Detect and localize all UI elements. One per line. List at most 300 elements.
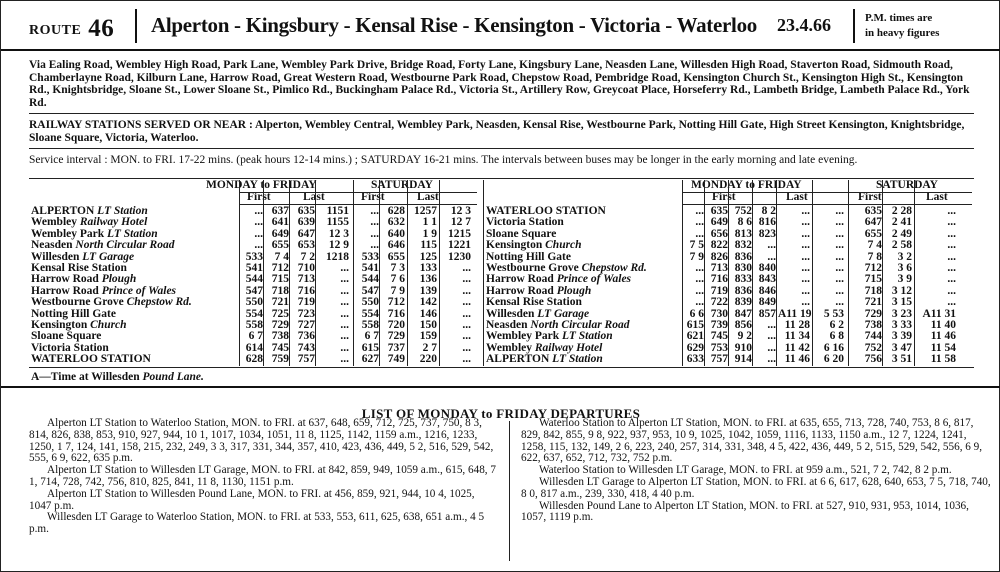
- time-cell: 836: [734, 284, 752, 297]
- stop-name: [31, 354, 239, 365]
- stop-landmark: Chepstow Rd.: [123, 296, 192, 309]
- column-rule: [812, 180, 813, 366]
- time-cell: 722: [710, 296, 728, 309]
- stop-landmark: LT Station: [549, 353, 603, 366]
- time-cell: 614: [245, 341, 263, 354]
- stop-landmark: Railway Hotel: [77, 216, 148, 229]
- stop-main: Willesden: [486, 307, 535, 320]
- time-cell: 759: [271, 353, 289, 366]
- time-cell: 8 2: [761, 205, 776, 217]
- time-cell: 541: [361, 262, 379, 274]
- time-cell: 846: [758, 284, 776, 297]
- stop-landmark: Chepstow Rd.: [578, 262, 647, 274]
- stop-name: [486, 354, 682, 365]
- time-cell: ...: [801, 250, 810, 263]
- stop-landmark: Church: [87, 319, 127, 331]
- time-cell: 3 51: [891, 353, 912, 366]
- time-cell: 547: [361, 284, 379, 297]
- column-rule: [776, 180, 777, 366]
- stop-landmark: LT Station: [94, 205, 148, 217]
- stop-main: Wembley: [486, 341, 532, 354]
- stop-main: Wembley Park: [31, 227, 105, 240]
- time-cell: 833: [734, 273, 752, 286]
- stop-landmark: LT Station: [104, 227, 158, 240]
- time-cell: 1 9: [422, 227, 437, 240]
- time-cell: 142: [419, 296, 437, 309]
- time-cell: ...: [340, 353, 349, 366]
- time-cell: 533: [245, 250, 263, 263]
- time-cell: ...: [254, 227, 263, 240]
- time-cell: ...: [340, 262, 349, 274]
- pm-note-line: P.M. times are: [865, 12, 933, 24]
- time-cell: 7 9: [390, 284, 405, 297]
- time-cell: 914: [734, 353, 752, 366]
- divider: [29, 367, 974, 368]
- column-rule: [353, 180, 354, 366]
- time-cell: ...: [695, 227, 704, 240]
- table-row: [486, 354, 976, 365]
- table-row: [31, 354, 486, 365]
- time-cell: ...: [695, 273, 704, 286]
- time-cell: 813: [734, 227, 752, 240]
- time-cell: ...: [947, 296, 956, 309]
- time-cell: 544: [361, 273, 379, 286]
- time-cell: ...: [254, 239, 263, 252]
- stop-main: Kensington: [31, 319, 88, 331]
- stop-main: Harrow Road: [31, 273, 99, 286]
- time-cell: 725: [271, 307, 289, 320]
- time-cell: 640: [387, 227, 405, 240]
- time-cell: 3 23: [891, 307, 912, 320]
- time-cell: ...: [947, 216, 956, 229]
- stop-main: Victoria Station: [486, 216, 564, 229]
- time-cell: 11 40: [930, 319, 956, 331]
- departure-entry: Alperton LT Station to Willesden Pound Lane, MON. to FRI. at 456, 859, 921, 944, 10 4, 1025, 1047 p.m.: [29, 487, 475, 512]
- time-cell: 840: [758, 262, 776, 274]
- time-cell: 11 42: [784, 341, 810, 354]
- time-cell: 12 7: [450, 216, 471, 229]
- time-cell: 738: [271, 330, 289, 343]
- time-cell: 2 41: [891, 216, 912, 229]
- time-cell: 7 2: [300, 250, 315, 263]
- time-cell: 716: [387, 307, 405, 320]
- stop-landmark: North Circular Road: [72, 239, 175, 252]
- route-badge: [29, 15, 114, 43]
- time-cell: 749: [387, 353, 405, 366]
- head-monday-friday: MONDAY to FRIDAY: [691, 179, 802, 191]
- time-cell: 541: [245, 262, 263, 274]
- time-cell: ...: [462, 353, 471, 366]
- time-cell: 716: [710, 273, 728, 286]
- time-cell: 12 3: [450, 205, 471, 217]
- time-cell: 753: [710, 341, 728, 354]
- time-cell: 712: [387, 296, 405, 309]
- time-cell: ...: [801, 273, 810, 286]
- stop-main: Victoria Station: [31, 341, 109, 354]
- footnote: [31, 371, 204, 383]
- time-cell: 615: [361, 341, 379, 354]
- time-cell: 823: [758, 227, 776, 240]
- time-cell: 7 4: [867, 239, 882, 252]
- time-cell: ...: [695, 216, 704, 229]
- time-cell: 9 2: [737, 330, 752, 343]
- time-cell: 6 16: [823, 341, 844, 354]
- time-cell: 832: [734, 239, 752, 252]
- stop-main: Willesden: [31, 250, 80, 263]
- departure-entry: Willesden LT Garage to Waterloo Station, MON. to FRI. at 533, 553, 611, 625, 638, 651 a.m., 4 5 p.m.: [29, 511, 485, 536]
- time-cell: 3 9: [897, 273, 912, 286]
- header-rule: [682, 204, 972, 205]
- time-cell: ...: [370, 216, 379, 229]
- time-cell: ...: [462, 273, 471, 286]
- time-cell: 718: [864, 284, 882, 297]
- time-cell: 7 6: [390, 273, 405, 286]
- time-cell: ...: [835, 239, 844, 252]
- time-cell: 627: [361, 353, 379, 366]
- time-cell: 826: [710, 250, 728, 263]
- column-rule: [439, 180, 440, 366]
- section-divider: [1, 386, 1000, 388]
- departures-left: [29, 418, 499, 536]
- stop-main: Westbourne Grove: [31, 296, 124, 309]
- departure-entry: Willesden LT Garage to Alperton LT Station, MON. to FRI. at 6 6, 617, 628, 640, 653, 7 5, 718, 740, 8 0, 817 a.m., 239, 330, 418, 4 40 p.m.: [521, 475, 991, 500]
- time-cell: ...: [767, 330, 776, 343]
- effective-date: 23.4.66: [777, 15, 831, 35]
- head-first: First: [361, 191, 385, 203]
- departure-entry: Waterloo Station to Alperton LT Station, MON. to FRI. at 635, 655, 713, 728, 740, 753, 8 6, 817, 829, 842, 855, 9 8, 922, 937, 953, 10 9, 1025, 1042, 1059, 1116, 1133, 1150 a.m., 12 7, 1224, 1241, 1258, 115, 132, 149, 2 6, 223, 240, 257, 314, 331, 348, 4 5, 422, 436, 449, 5 2, 515, 529, 542, 556, 6 9, 622, 637, 652, 712, 732, 752 p.m.: [521, 417, 983, 465]
- time-cell: 3 33: [891, 319, 912, 331]
- time-cell: 2 28: [891, 205, 912, 217]
- time-cell: 554: [361, 307, 379, 320]
- route-label: ROUTE: [29, 23, 82, 38]
- time-cell: 1 1: [422, 216, 437, 229]
- time-cell: 3 12: [891, 284, 912, 297]
- time-cell: 11 28: [784, 319, 810, 331]
- time-cell: ...: [947, 227, 956, 240]
- time-cell: 6 7: [364, 330, 379, 343]
- time-cell: ...: [947, 250, 956, 263]
- time-cell: ...: [462, 296, 471, 309]
- stop-main: Kensal Rise Station: [486, 296, 582, 309]
- stop-landmark: Plough: [98, 273, 137, 286]
- time-cell: 7 3: [390, 262, 405, 274]
- time-cell: ...: [340, 319, 349, 331]
- time-cell: 752: [864, 341, 882, 354]
- time-cell: 1230: [448, 250, 471, 263]
- time-cell: 641: [271, 216, 289, 229]
- time-cell: 621: [686, 330, 704, 343]
- head-monday-friday: MONDAY to FRIDAY: [206, 179, 317, 191]
- stop-main: Sloane Square: [31, 330, 102, 343]
- column-rule: [289, 180, 290, 366]
- time-cell: 632: [387, 216, 405, 229]
- time-cell: 830: [734, 262, 752, 274]
- time-cell: 822: [710, 239, 728, 252]
- time-cell: 647: [864, 216, 882, 229]
- time-cell: ...: [340, 284, 349, 297]
- time-cell: 849: [758, 296, 776, 309]
- time-cell: 836: [734, 250, 752, 263]
- time-cell: 743: [297, 341, 315, 354]
- stop-main: ALPERTON: [31, 205, 95, 217]
- time-cell: 655: [387, 250, 405, 263]
- time-cell: 159: [419, 330, 437, 343]
- time-cell: 550: [361, 296, 379, 309]
- stop-main: Harrow Road: [31, 284, 99, 297]
- head-first: First: [712, 191, 736, 203]
- time-cell: 11 54: [930, 341, 956, 354]
- time-cell: 12 3: [328, 227, 349, 240]
- time-cell: ...: [462, 341, 471, 354]
- stop-landmark: North Circular Road: [527, 319, 630, 331]
- time-cell: 729: [387, 330, 405, 343]
- time-cell: ...: [370, 205, 379, 217]
- head-saturday: SATURDAY: [876, 179, 938, 191]
- pm-note: [865, 11, 980, 41]
- time-cell: 720: [387, 319, 405, 331]
- time-cell: 533: [361, 250, 379, 263]
- time-cell: 11 46: [784, 353, 810, 366]
- stop-landmark: Plough: [553, 284, 592, 297]
- stop-main: Wembley: [31, 216, 77, 229]
- time-cell: 558: [245, 319, 263, 331]
- time-cell: 856: [734, 319, 752, 331]
- time-cell: ...: [767, 341, 776, 354]
- time-cell: 150: [419, 319, 437, 331]
- column-rule: [407, 180, 408, 366]
- departures-right: [521, 418, 991, 524]
- time-cell: ...: [835, 296, 844, 309]
- time-cell: 745: [710, 330, 728, 343]
- time-cell: 550: [245, 296, 263, 309]
- time-cell: 712: [271, 262, 289, 274]
- time-cell: 2 7: [422, 341, 437, 354]
- time-cell: 729: [271, 319, 289, 331]
- time-cell: 220: [419, 353, 437, 366]
- time-cell: 3 47: [891, 341, 912, 354]
- time-cell: 729: [864, 307, 882, 320]
- time-cell: 6 6: [689, 307, 704, 320]
- time-cell: ...: [340, 330, 349, 343]
- column-rule: [882, 180, 883, 366]
- time-cell: 7 9: [689, 250, 704, 263]
- time-cell: 635: [710, 205, 728, 217]
- stop-main: Neasden: [31, 239, 73, 252]
- time-cell: 6 8: [829, 330, 844, 343]
- time-cell: ...: [835, 250, 844, 263]
- header-divider: [135, 9, 137, 43]
- stop-landmark: Prince of Wales: [553, 273, 632, 286]
- time-cell: 7 4: [274, 250, 289, 263]
- column-rule: [704, 180, 705, 366]
- time-cell: ...: [767, 250, 776, 263]
- time-cell: 635: [297, 205, 315, 217]
- time-cell: 756: [864, 353, 882, 366]
- departures-divider: [509, 421, 510, 561]
- time-cell: 647: [297, 227, 315, 240]
- time-cell: ...: [370, 227, 379, 240]
- stop-main: Sloane Square: [486, 227, 557, 240]
- head-first: First: [247, 191, 271, 203]
- departure-entry: Willesden Pound Lane to Alperton LT Station, MON. to FRI. at 527, 910, 931, 953, 1014, 1036, 1057, 1119 p.m.: [521, 499, 969, 524]
- time-cell: ...: [340, 296, 349, 309]
- stop-main: Wembley Park: [486, 330, 560, 343]
- time-cell: ...: [947, 205, 956, 217]
- time-cell: 727: [297, 319, 315, 331]
- time-cell: 712: [864, 262, 882, 274]
- time-cell: 655: [271, 239, 289, 252]
- time-cell: ...: [462, 307, 471, 320]
- departure-entry: Waterloo Station to Willesden LT Garage, MON. to FRI. at 959 a.m., 521, 7 2, 742, 8 2 p.m.: [539, 464, 952, 477]
- table-divider: [483, 180, 484, 366]
- time-cell: ...: [801, 227, 810, 240]
- time-cell: 1257: [414, 205, 437, 217]
- time-cell: 716: [297, 284, 315, 297]
- stop-main: Kensal Rise Station: [31, 262, 127, 274]
- stop-landmark: Railway Hotel: [532, 341, 603, 354]
- time-cell: A11 19: [778, 307, 812, 320]
- time-cell: 7 5: [689, 239, 704, 252]
- time-cell: A11 31: [922, 307, 956, 320]
- time-cell: 1155: [326, 216, 349, 229]
- time-cell: ...: [767, 239, 776, 252]
- time-cell: 133: [419, 262, 437, 274]
- time-cell: 11 58: [930, 353, 956, 366]
- time-cell: ...: [462, 330, 471, 343]
- railway-stations: RAILWAY STATIONS SERVED OR NEAR : Alperton, Wembley Central, Wembley Park, Neasden, Kensal Rise, Westbourne Park, Notting Hill Gate, High Street Kensington, Knightsbridge, Sloane Square, Victoria, Waterloo.: [29, 119, 965, 144]
- time-cell: 1218: [326, 250, 349, 263]
- divider: [29, 178, 974, 179]
- time-cell: 3 15: [891, 296, 912, 309]
- time-cell: 6 7: [248, 330, 263, 343]
- stop-landmark: LT Garage: [79, 250, 135, 263]
- stop-main: Kensington: [486, 239, 543, 252]
- time-cell: 710: [297, 262, 315, 274]
- stop-main: Neasden: [486, 319, 528, 331]
- timetable-inbound: [486, 180, 976, 370]
- time-cell: 718: [271, 284, 289, 297]
- head-first: First: [858, 191, 882, 203]
- time-cell: 136: [419, 273, 437, 286]
- time-cell: 910: [734, 341, 752, 354]
- via-roads: Via Ealing Road, Wembley High Road, Park Lane, Wembley Park Drive, Bridge Road, Forty Lane, Kingsbury Lane, Neasden Lane, Willesden High Road, Staverton Road, Sidmouth Road, Chamberlayne Road, Kilburn Lane, Harrow Road, Great Western Road, Westbourne Park Road, Chepstow Road, Pembridge Road, Kensington Church St., Kensington High St., Kensington Rd., Knightsbridge, Sloane St., Lower Sloane St., Pimlico Rd., Buckingham Palace Rd., Victoria St., Artillery Row, Greycoat Place, Horseferry Rd., Lambeth Bridge, Lambeth Palace Rd., York Rd.: [29, 59, 970, 109]
- time-cell: 7 8: [867, 250, 882, 263]
- time-cell: ...: [947, 284, 956, 297]
- head-last: Last: [926, 191, 948, 203]
- time-cell: 649: [271, 227, 289, 240]
- time-cell: 847: [734, 307, 752, 320]
- service-interval: Service interval : MON. to FRI. 17-22 mins. (peak hours 12-14 mins.) ; SATURDAY 16-21 mins. The intervals between buses may be longer in the early morning and late evening.: [29, 154, 858, 166]
- time-cell: ...: [801, 205, 810, 217]
- time-cell: 715: [271, 273, 289, 286]
- time-cell: 3 2: [897, 250, 912, 263]
- time-cell: ...: [254, 216, 263, 229]
- time-cell: 736: [297, 330, 315, 343]
- column-rule: [728, 180, 729, 366]
- stop-main: Harrow Road: [486, 273, 554, 286]
- departure-entry: Alperton LT Station to Waterloo Station, MON. to FRI. at 637, 648, 659, 712, 725, 737, 750, 8 3, 814, 826, 838, 853, 910, 927, 944, 10 1, 1017, 1034, 1051, 11 8, 1125, 1142, 1159 a.m., 1216, 1233, 1250, 1 7, 124, 141, 158, 215, 232, 249, 3 3, 317, 331, 344, 357, 410, 423, 436, 449, 5 2, 516, 529, 542, 555, 6 9, 622, 635 p.m.: [29, 417, 494, 465]
- timetable-outbound: [31, 180, 486, 370]
- time-cell: 544: [245, 273, 263, 286]
- column-rule: [379, 180, 380, 366]
- pm-note-line: in heavy figures: [865, 27, 940, 39]
- column-rule: [752, 180, 753, 366]
- stop-main: WATERLOO STATION: [31, 353, 151, 366]
- time-cell: ...: [835, 216, 844, 229]
- time-cell: 11 34: [784, 330, 810, 343]
- time-cell: 721: [271, 296, 289, 309]
- time-cell: 633: [686, 353, 704, 366]
- divider: [29, 148, 974, 149]
- time-cell: ...: [947, 262, 956, 274]
- time-cell: ...: [695, 205, 704, 217]
- time-cell: 816: [758, 216, 776, 229]
- time-cell: ...: [947, 273, 956, 286]
- stop-main: Notting Hill Gate: [31, 307, 116, 320]
- time-cell: 629: [686, 341, 704, 354]
- stop-main: Notting Hill Gate: [486, 250, 571, 263]
- time-cell: ...: [695, 262, 704, 274]
- header: [1, 1, 1000, 51]
- time-cell: 547: [245, 284, 263, 297]
- column-rule: [914, 180, 915, 366]
- stop-landmark: LT Garage: [534, 307, 590, 320]
- column-rule: [239, 180, 240, 366]
- time-cell: ...: [835, 227, 844, 240]
- footnote-place: Pound Lane.: [142, 371, 204, 383]
- time-cell: 8 6: [737, 216, 752, 229]
- time-cell: 628: [245, 353, 263, 366]
- time-cell: 6 20: [823, 353, 844, 366]
- time-cell: 554: [245, 307, 263, 320]
- stop-landmark: Church: [542, 239, 582, 252]
- time-cell: 646: [387, 239, 405, 252]
- time-cell: 721: [864, 296, 882, 309]
- time-cell: 628: [387, 205, 405, 217]
- time-cell: ...: [835, 205, 844, 217]
- time-cell: 2 58: [891, 239, 912, 252]
- time-cell: 558: [361, 319, 379, 331]
- header-rule: [239, 192, 477, 193]
- time-cell: ...: [801, 216, 810, 229]
- time-cell: 655: [864, 227, 882, 240]
- time-cell: ...: [835, 262, 844, 274]
- time-cell: 713: [710, 262, 728, 274]
- time-cell: ...: [370, 239, 379, 252]
- header-rule: [682, 192, 972, 193]
- time-cell: 752: [734, 205, 752, 217]
- time-cell: 649: [710, 216, 728, 229]
- time-cell: 11 46: [930, 330, 956, 343]
- time-cell: 615: [686, 319, 704, 331]
- time-cell: 719: [297, 296, 315, 309]
- time-cell: 12 9: [328, 239, 349, 252]
- time-cell: 1221: [448, 239, 471, 252]
- time-cell: ...: [767, 319, 776, 331]
- time-cell: 719: [710, 284, 728, 297]
- divider: [29, 113, 974, 114]
- time-cell: ...: [947, 239, 956, 252]
- head-last: Last: [303, 191, 325, 203]
- time-cell: 739: [710, 319, 728, 331]
- departures-title: LIST OF MONDAY to FRIDAY DEPARTURES: [361, 406, 641, 421]
- time-cell: ...: [695, 296, 704, 309]
- time-cell: 2 49: [891, 227, 912, 240]
- time-cell: 757: [297, 353, 315, 366]
- time-cell: ...: [695, 284, 704, 297]
- time-cell: 3 6: [897, 262, 912, 274]
- time-cell: ...: [835, 273, 844, 286]
